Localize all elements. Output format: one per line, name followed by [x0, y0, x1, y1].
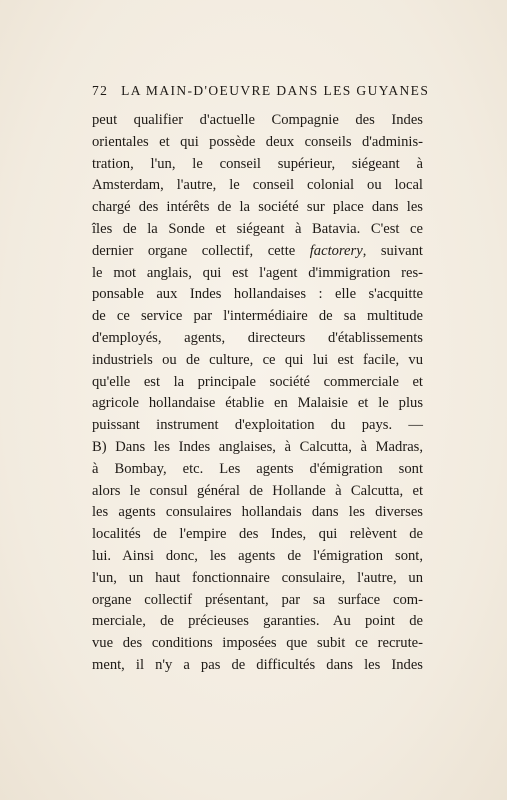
- text-line: à Bombay, etc. Les agents d'émigration sont: [92, 460, 423, 477]
- body-text: [92, 110, 423, 677]
- text-line: Amsterdam, l'autre, le conseil colonial ou local: [92, 177, 423, 194]
- text-line: localités de l'empire des Indes, qui relèvent de: [92, 526, 423, 543]
- text-line-with-italic: [92, 241, 423, 263]
- text-line: alors le consul général de Hollande à Calcutta, et: [92, 482, 423, 499]
- text-line: ponsable aux Indes hollandaises : elle s'acquitte: [92, 286, 423, 303]
- page-number: 72: [92, 83, 109, 98]
- text-segment: , suivant: [362, 242, 423, 259]
- text-line: chargé des intérêts de la société sur place dans les: [92, 199, 423, 216]
- text-line: puissant instrument d'exploitation du pays. —: [92, 417, 423, 434]
- text-line: d'employés, agents, directeurs d'établissements: [92, 329, 423, 346]
- italic-term: factorery: [309, 242, 363, 259]
- text-line: B) Dans les Indes anglaises, à Calcutta, à Madras,: [92, 438, 423, 455]
- text-line: ment, il n'y a pas de difficultés dans les Indes: [92, 656, 423, 673]
- text-line: industriels ou de culture, ce qui lui est facile, vu: [92, 351, 423, 368]
- text-line: agricole hollandaise établie en Malaisie et le plus: [92, 395, 423, 412]
- text-line: l'un, un haut fonctionnaire consulaire, l'autre, un: [92, 569, 423, 586]
- page-header: [92, 83, 430, 103]
- text-segment: dernier organe collectif, cette: [92, 242, 310, 259]
- text-line: qu'elle est la principale société commerciale et: [92, 373, 423, 390]
- text-line: îles de la Sonde et siégeant à Batavia. C'est ce: [92, 220, 423, 237]
- text-line: orientales et qui possède deux conseils d'adminis-: [92, 133, 423, 150]
- text-line: merciale, de précieuses garanties. Au point de: [92, 613, 423, 630]
- text-line: les agents consulaires hollandais dans les diverses: [92, 504, 423, 521]
- text-line: vue des conditions imposées que subit ce recrute-: [92, 635, 423, 652]
- text-line: peut qualifier d'actuelle Compagnie des Indes: [92, 112, 423, 128]
- text-line: le mot anglais, qui est l'agent d'immigration res-: [92, 264, 423, 281]
- text-line: lui. Ainsi donc, les agents de l'émigration sont,: [92, 547, 423, 564]
- text-line: de ce service par l'intermédiaire de sa multitude: [92, 308, 423, 325]
- text-line: organe collectif présentant, par sa surface com-: [92, 591, 423, 608]
- text-line: tration, l'un, le conseil supérieur, siégeant à: [92, 155, 423, 172]
- running-title: LA MAIN-D'OEUVRE DANS LES GUYANES: [121, 83, 430, 98]
